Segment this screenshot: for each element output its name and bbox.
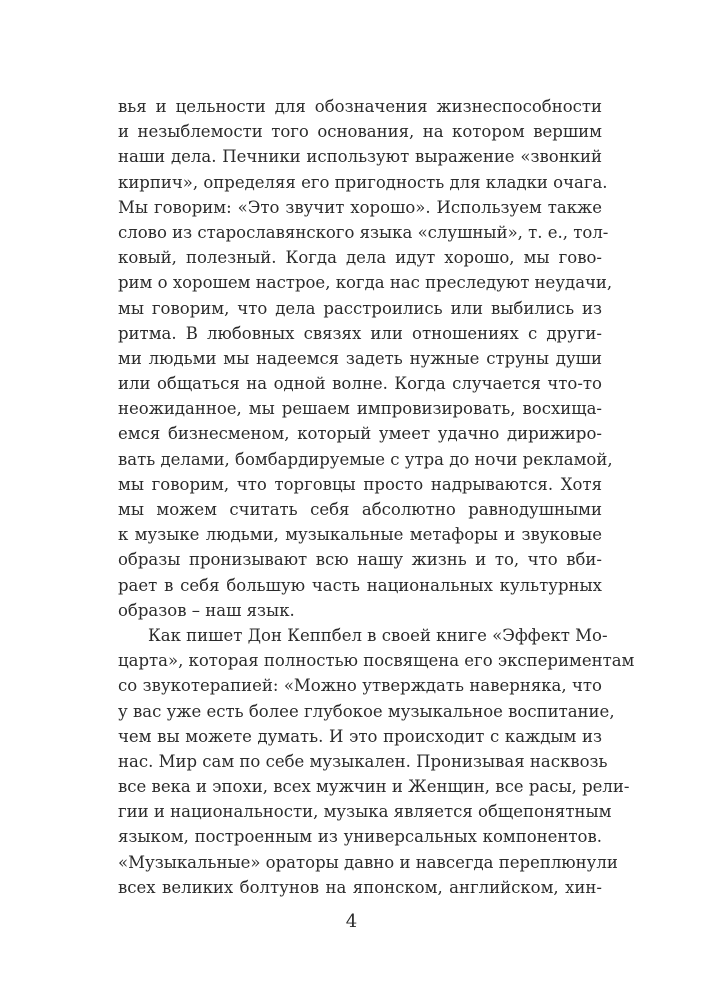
text-line: образы пронизывают всю нашу жизнь и то, что вби-	[118, 550, 602, 570]
text-line: «Музыкальные» ораторы давно и навсегда переплюнули	[118, 852, 618, 872]
text-line: гии и национальности, музыка является общепонятным	[118, 802, 612, 822]
text-line: ритма. В любовных связях или отношениях с други-	[118, 323, 602, 343]
text-line: к музыке людьми, музыкальные метафоры и звуковые	[118, 525, 602, 545]
text-line: у вас уже есть более глубокое музыкальное воспитание,	[118, 701, 615, 721]
text-line: слово из старославянского языка «слушный», т. е., тол-	[118, 222, 609, 242]
paragraph-first-line: Как пишет Дон Кеппбел в своей книге «Эффект Мо-	[148, 625, 608, 645]
text-line: царта», которая полностью посвящена его экспериментам	[118, 651, 635, 671]
text-line: наши дела. Печники используют выражение «звонкий	[118, 147, 602, 167]
text-line: кирпич», определяя его пригодность для кладки очага.	[118, 172, 608, 192]
text-line: рим о хорошем настрое, когда нас преследуют неудачи,	[118, 273, 613, 293]
text-line: нас. Мир сам по себе музыкален. Пронизывая насквозь	[118, 751, 608, 771]
text-line: или общаться на одной волне. Когда случается что-то	[118, 374, 602, 394]
text-line: и незыблемости того основания, на котором вершим	[118, 122, 602, 142]
page-number: 4	[345, 911, 358, 932]
text-line: емся бизнесменом, который умеет удачно дирижиро-	[118, 424, 602, 444]
text-line: мы говорим, что дела расстроились или выбились из	[118, 298, 602, 318]
text-line: чем вы можете думать. И это происходит с каждым из	[118, 726, 602, 746]
text-line: все века и эпохи, всех мужчин и Женщин, все расы, рели-	[118, 777, 630, 797]
text-line: рает в себя большую часть национальных культурных	[118, 575, 602, 595]
text-line: языком, построенным из универсальных компонентов.	[118, 827, 602, 847]
text-line: мы говорим, что торговцы просто надрываются. Хотя	[118, 474, 602, 494]
text-line: ми людьми мы надеемся задеть нужные струны души	[118, 348, 602, 368]
body-text	[118, 94, 635, 900]
text-line: вать делами, бомбардируемые с утра до ночи рекламой,	[118, 449, 613, 469]
text-line: неожиданное, мы решаем импровизировать, восхища-	[118, 399, 602, 419]
text-line: мы можем считать себя абсолютно равнодушными	[118, 500, 602, 519]
text-line: всех великих болтунов на японском, английском, хин-	[118, 877, 602, 897]
text-line: Мы говорим: «Это звучит хорошо». Используем также	[118, 197, 602, 217]
text-line: ковый, полезный. Когда дела идут хорошо, мы гово-	[118, 248, 602, 268]
paragraph-end-line: образов – наш язык.	[118, 600, 295, 620]
text-line: со звукотерапией: «Можно утверждать наверняка, что	[118, 676, 602, 696]
text-line: вья и цельности для обозначения жизнеспособности	[118, 97, 602, 116]
